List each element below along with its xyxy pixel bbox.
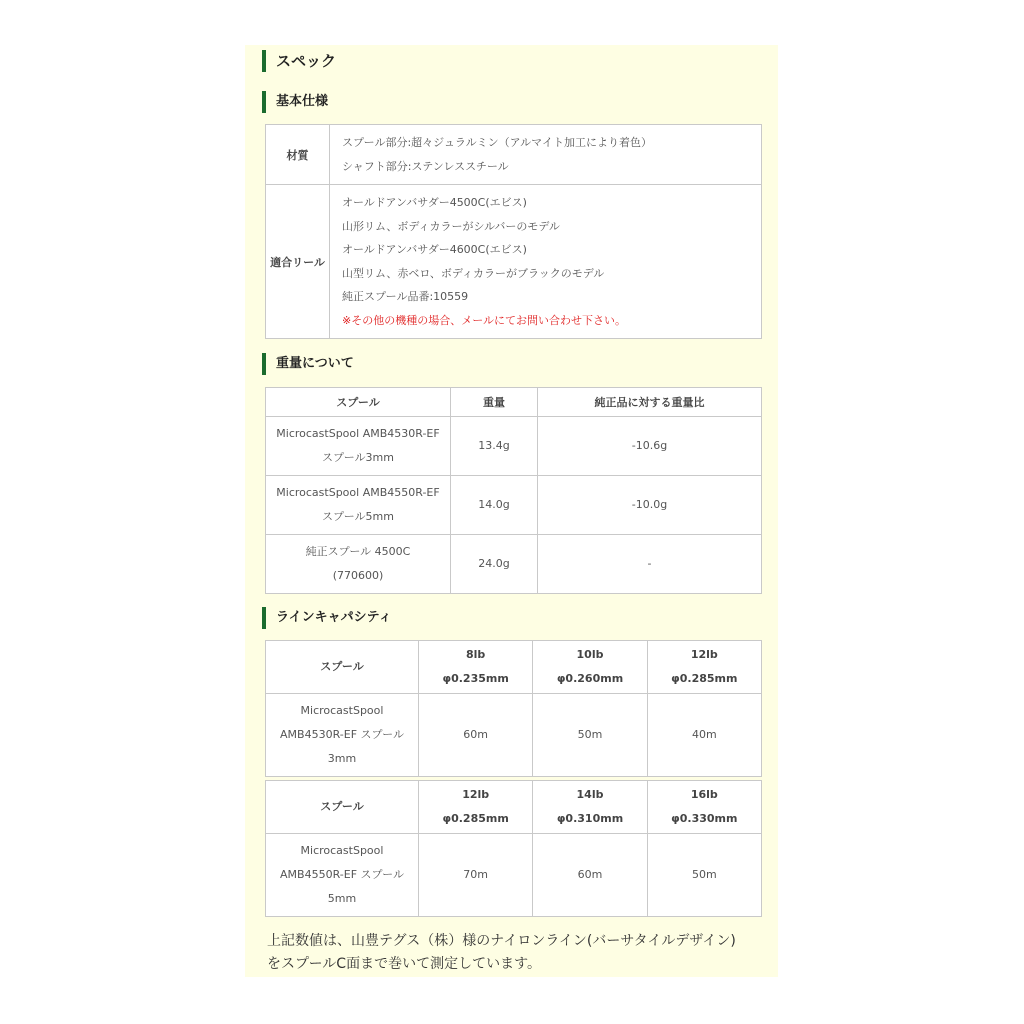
spool-name: 純正スプール 4500C bbox=[305, 545, 411, 558]
line-lb: 14lb bbox=[576, 788, 604, 801]
spec-row-material bbox=[266, 125, 762, 185]
spool-cell bbox=[266, 535, 451, 594]
table-row bbox=[266, 417, 762, 476]
note-line: 上記数値は、山豊テグス（株）様のナイロンライン(バーサタイルデザイン) bbox=[267, 933, 736, 949]
line-lb: 8lb bbox=[466, 648, 486, 661]
line-diameter: φ0.285mm bbox=[442, 812, 509, 825]
ratio-cell: - bbox=[538, 535, 762, 594]
line-lb: 12lb bbox=[462, 788, 490, 801]
capacity-header-col bbox=[533, 641, 647, 694]
spool-cell bbox=[266, 694, 419, 777]
capacity-cell: 60m bbox=[533, 834, 647, 917]
capacity-header-row bbox=[266, 641, 762, 694]
capacity-cell: 60m bbox=[419, 694, 533, 777]
capacity-header-col bbox=[647, 781, 761, 834]
weight-header-spool: スプール bbox=[266, 388, 451, 417]
spool-name: MicrocastSpool AMB4550R-EF bbox=[276, 486, 440, 499]
weight-table bbox=[265, 387, 762, 594]
measurement-note bbox=[267, 930, 772, 976]
note-line: をスプールC面まで巻いて測定しています。 bbox=[267, 956, 541, 972]
capacity-header-col bbox=[533, 781, 647, 834]
capacity-header-spool: スプール bbox=[266, 781, 419, 834]
reel-value bbox=[330, 185, 762, 339]
page-title: スペック bbox=[262, 50, 336, 72]
spool-cell bbox=[266, 834, 419, 917]
reel-line: 山形リム、ボディカラーがシルバーのモデル bbox=[342, 219, 560, 233]
capacity-header-row bbox=[266, 781, 762, 834]
spool-cell bbox=[266, 476, 451, 535]
material-label: 材質 bbox=[266, 125, 330, 185]
spool-cell bbox=[266, 417, 451, 476]
ratio-cell: -10.0g bbox=[538, 476, 762, 535]
capacity-cell: 50m bbox=[647, 834, 761, 917]
spool-name: MicrocastSpool AMB4530R-EF bbox=[276, 427, 440, 440]
spool-model: AMB4550R-EF スプール bbox=[280, 868, 404, 881]
ratio-cell: -10.6g bbox=[538, 417, 762, 476]
spool-size: スプール5mm bbox=[322, 510, 394, 523]
capacity-cell: 50m bbox=[533, 694, 647, 777]
reel-label: 適合リール bbox=[266, 185, 330, 339]
table-row bbox=[266, 694, 762, 777]
section-heading-weight: 重量について bbox=[262, 353, 354, 375]
line-diameter: φ0.260mm bbox=[556, 672, 624, 685]
spool-size: 3mm bbox=[327, 752, 357, 765]
section-heading-basic: 基本仕様 bbox=[262, 91, 328, 113]
capacity-cell: 70m bbox=[419, 834, 533, 917]
capacity-header-spool: スプール bbox=[266, 641, 419, 694]
spool-name: MicrocastSpool bbox=[300, 704, 384, 717]
reel-note: ※その他の機種の場合、メールにてお問い合わせ下さい。 bbox=[342, 313, 626, 327]
line-diameter: φ0.235mm bbox=[442, 672, 509, 685]
line-lb: 10lb bbox=[576, 648, 604, 661]
weight-cell: 24.0g bbox=[451, 535, 538, 594]
capacity-table-3mm bbox=[265, 640, 762, 777]
spool-model: AMB4530R-EF スプール bbox=[280, 728, 404, 741]
table-row bbox=[266, 834, 762, 917]
spec-table bbox=[265, 124, 762, 339]
reel-line: 純正スプール品番:10559 bbox=[342, 290, 469, 303]
line-diameter: φ0.285mm bbox=[671, 672, 738, 685]
weight-cell: 13.4g bbox=[451, 417, 538, 476]
weight-header-ratio: 純正品に対する重量比 bbox=[538, 388, 762, 417]
reel-line: オールドアンバサダー4600C(エビス) bbox=[342, 243, 527, 256]
material-value bbox=[330, 125, 762, 185]
table-row bbox=[266, 476, 762, 535]
spool-name: MicrocastSpool bbox=[300, 844, 384, 857]
weight-header-weight: 重量 bbox=[451, 388, 538, 417]
weight-cell: 14.0g bbox=[451, 476, 538, 535]
table-row bbox=[266, 535, 762, 594]
capacity-header-col bbox=[647, 641, 761, 694]
weight-header-row bbox=[266, 388, 762, 417]
line-diameter: φ0.330mm bbox=[671, 812, 738, 825]
capacity-header-col bbox=[419, 781, 533, 834]
spec-row-reel bbox=[266, 185, 762, 339]
capacity-cell: 40m bbox=[647, 694, 761, 777]
line-lb: 12lb bbox=[690, 648, 718, 661]
line-diameter: φ0.310mm bbox=[556, 812, 624, 825]
spool-size: スプール3mm bbox=[322, 451, 394, 464]
material-line: スプール部分:超々ジュラルミン（アルマイト加工により着色） bbox=[342, 136, 652, 149]
capacity-header-col bbox=[419, 641, 533, 694]
spool-size: 5mm bbox=[327, 892, 357, 905]
spool-size: (770600) bbox=[332, 569, 384, 582]
material-line: シャフト部分:ステンレススチール bbox=[342, 159, 509, 173]
reel-line: オールドアンバサダー4500C(エビス) bbox=[342, 196, 527, 209]
section-heading-capacity: ラインキャパシティ bbox=[262, 607, 392, 629]
reel-line: 山型リム、赤ベロ、ボディカラーがブラックのモデル bbox=[342, 266, 605, 280]
line-lb: 16lb bbox=[690, 788, 718, 801]
capacity-table-5mm bbox=[265, 780, 762, 917]
